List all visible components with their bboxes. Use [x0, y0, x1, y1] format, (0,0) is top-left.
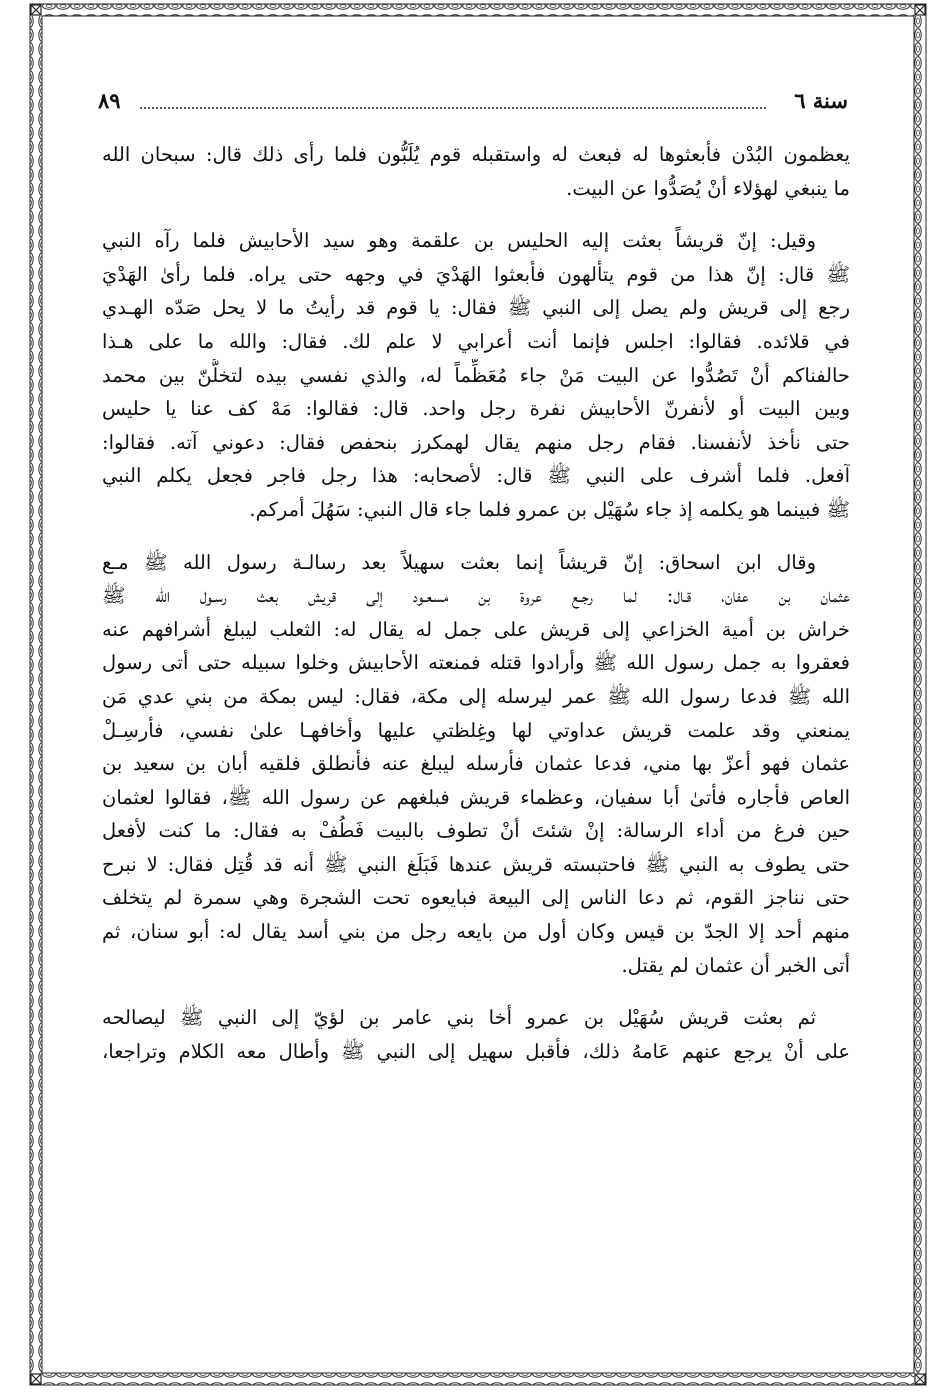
- text-line: وقال ابن اسحاق: إنّ قريشاً إنما بعثت سهيلاً بعد رسالـة رسول الله ﷺ مـع: [102, 550, 816, 574]
- text-line: ما ينبغي لهؤلاء أنْ يُصَدُّوا عن البيت.: [566, 176, 850, 200]
- text-line: منهم أحد إلا الجدّ بن قيس وكان أول من بايعه رجل من بني أسد يقال له: أبو سنان، ثم: [102, 920, 850, 944]
- text-line: حتى يطوف به النبي ﷺ فاحتبسته قريش عندها فَبَلَغ النبي ﷺ أنه قد قُتِل فقال: لا نبرح: [102, 852, 850, 876]
- text-line: حين فرغ من أداء الرسالة: إنْ شئتَ أنْ تطوف بالبيت فَطُفْ به فقال: ما كنت لأفعل: [102, 819, 850, 843]
- text-line: رجع إلى قريش ولم يصل إلى النبي ﷺ فقال: يا قوم قد رأيتُ ما لا يحل صَدّه الهـدي: [102, 296, 850, 320]
- page-header: [96, 86, 848, 120]
- body-text: [102, 138, 850, 1087]
- text-line: فعقروا به جمل رسول الله ﷺ وأرادوا قتله فمنعته الأحابيش وخلوا سبيله حتى أتى رسول: [102, 651, 850, 675]
- text-line: في قلائده. فقالوا: اجلس فإنما أنت أعرابي لا علم لك. فقال: والله ما على هـذا: [102, 329, 850, 353]
- text-line: خراش بن أمية الخزاعي إلى قريش على جمل له يقال له: الثعلب ليبلغ أشرافهم عنه: [102, 617, 850, 641]
- text-line: وقيل: إنّ قريشاً بعثت إليه الحليس بن علقمة وهو سيد الأحابيش فلما رآه النبي: [102, 229, 816, 253]
- page-number: ٨٩: [98, 88, 121, 113]
- text-line: الله ﷺ فدعا رسول الله ﷺ عمر ليرسله إلى مكة، فقال: ليس بمكة من بني عدي مَن: [102, 684, 850, 708]
- text-line: ثم بعثت قريش سُهَيْل بن عمرو أخا بني عامر بن لؤيّ إلى النبي ﷺ ليصالحه: [102, 1006, 816, 1030]
- running-head: سنة ٦: [794, 88, 848, 113]
- paragraph: [102, 138, 850, 205]
- header-dotted-rule: [140, 107, 766, 109]
- text-line: ﷺ فبينما هو يكلمه إذ جاء سُهَيْل بن عمرو فلما جاء قال النبي: سَهُلَ أمركم.: [249, 497, 850, 521]
- text-line: على أنْ يرجع عنهم عَامهُ ذلك، فأقبل سهيل إلى النبي ﷺ وأطال معه الكلام وتراجعا،: [102, 1039, 850, 1063]
- text-line: عثمان فهو أعزّ بها مني، فدعا عثمان فأرسله ليبلغ عنه فأنطلق فلقيه أبان بن سعيد بن: [102, 752, 850, 776]
- text-line: أتى الخبر أن عثمان لم يقتل.: [621, 953, 850, 977]
- text-line: حتى نأخذ لأنفسنا. فقام رجل منهم يقال لهمكرز بنحفص فقال: دعوني آته. فقالوا:: [102, 430, 850, 454]
- text-line: عثمان بن عفان، قـال: لما رجـع عروة بن مسعـود إلى قريش بعث رسـول الله ﷺ: [102, 584, 850, 608]
- text-line: حالفناكم أنْ تَصُدُّوا عن البيت مَنْ جاء مُعَظِّماً له، والذي نفسي بيده لتخلُّنّ بين محمد: [102, 363, 850, 387]
- text-line: حتى نناجز القوم، ثم دعا الناس إلى البيعة فبايعوه تحت الشجرة وهي سمرة لم يتخلف: [102, 886, 850, 910]
- text-line: العاص فأجاره فأتىٰ أبا سفيان، وعظماء قريش فبلغهم عن رسول الله ﷺ، فقالوا لعثمان: [102, 785, 850, 809]
- text-line: وبين البيت أو لأنفرنّ الأحابيش نفرة رجل واحد. قال: فقالوا: مَهْ كف عنا يا حليس: [102, 397, 850, 421]
- text-line: يمنعني وقد علمت قريش عداوتي لها وغِلظتي عليها وأخافهـا علىٰ نفسي، فأرسِـلْ: [102, 718, 850, 742]
- text-line: ﷺ قال: إنّ هذا من قوم يتألهون فأبعثوا الهَدْيَ في وجهه حتى يراه. فلما رأىٰ الهَدْيَ: [102, 262, 850, 286]
- text-line: آفعل. فلما أشرف على النبي ﷺ قال: لأصحابه: هذا رجل فاجر فجعل يكلم النبي: [102, 464, 850, 488]
- paragraph: [102, 1001, 850, 1068]
- text-line: يعظمون البُدْن فأبعثوها له فبعث له واستقبله قوم يُلَبُّون فلما رأى ذلك قال: سبحان الله: [102, 143, 850, 166]
- paragraph: [102, 224, 850, 526]
- paragraph: [102, 546, 850, 983]
